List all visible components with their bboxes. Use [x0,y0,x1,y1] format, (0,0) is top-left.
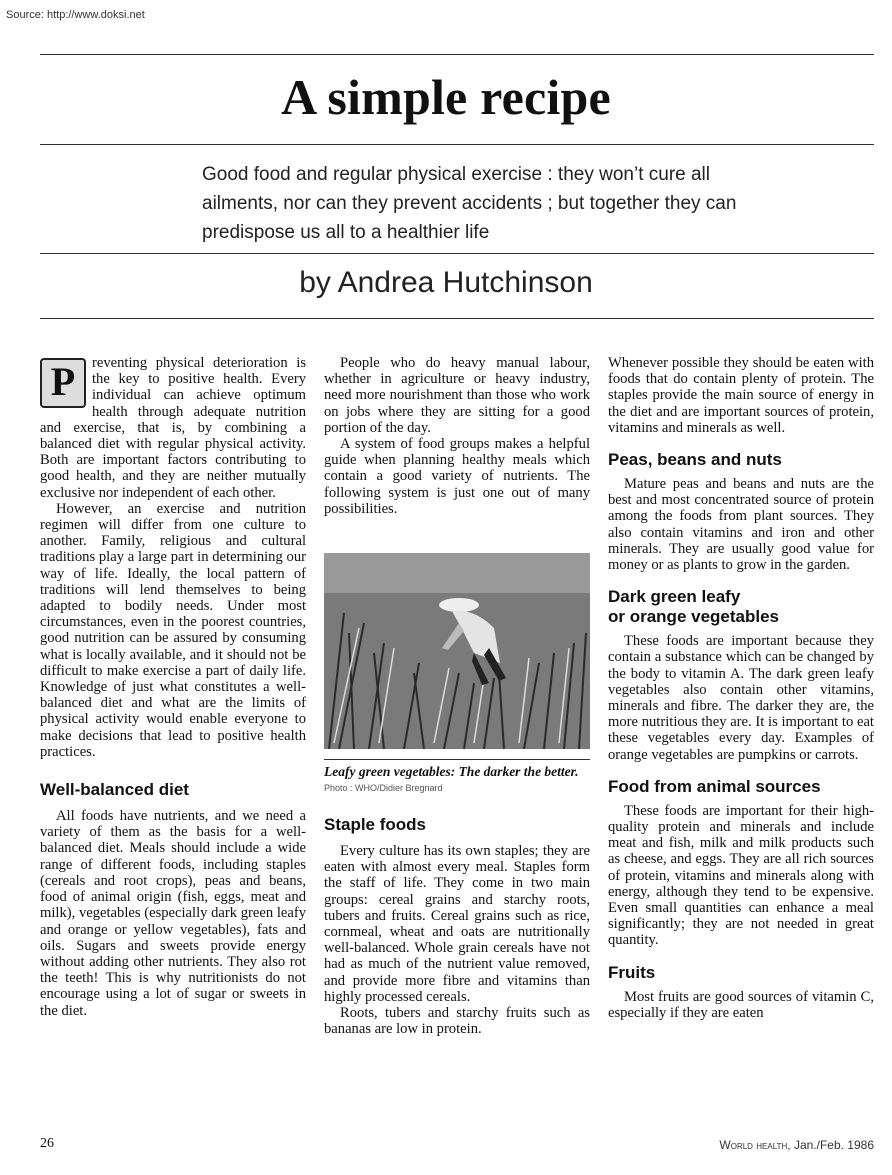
paragraph: People who do heavy manual labour, whether in agriculture or heavy industry, need more nourishment than those who work on jobs where they are sitting for a good portion of the day. [324,355,590,436]
intro-paragraph [40,355,306,501]
heading-well-balanced-diet: Well-balanced diet [40,780,189,800]
heading-fruits: Fruits [608,962,656,982]
paragraph: A system of food groups makes a helpful guide when planning healthy meals which contain a good variety of nutrients. The following system is just one out of many possibilities. [324,436,590,517]
heading-dark-green-leafy: Dark green leafy [608,587,741,607]
top-rule [40,54,874,55]
issue-date: Jan./Feb. 1986 [793,1138,874,1152]
paragraph: Roots, tubers and starchy fruits such as bananas are low in protein. [324,1005,590,1038]
column-2 [324,355,590,1037]
magazine-footer [719,1138,874,1152]
paragraph: All foods have nutrients, and we need a variety of them as the basis for a well-balanced diet. Meals should include a wide range of different foods, including staples (cereals and root crops), peas and beans, food of animal origin (fish, eggs, meat and milk), vegetables (especially dark green leafy and orange or yellow vegetables), fats and oils. Sugars and sweets provide energy without adding other nutrients. They also rot the teeth! This is why nutritionists do not encourage using a lot of sugar or sweets in the diet. [40,808,306,1019]
caption-rule [324,759,590,760]
photo-caption: Leafy green vegetables: The darker the better. [324,764,579,780]
article-subtitle: Good food and regular physical exercise : they won’t cure all ailments, nor can they prevent accidents ; but together they can predispose us all to a healthier life [202,164,737,243]
heading-staple-foods: Staple foods [324,815,427,835]
column-1 [40,355,306,1019]
drop-cap: P [40,358,86,408]
paragraph: Every culture has its own staples; they are eaten with almost every meal. Staples form the staff of life. They come in two main groups: cereal grains and starchy roots, tubers and fruits. Cereal grains such as rice, cornmeal, wheat and oats are nutritionally well-balanced. Whole grain cereals have not had as much of the nutrient value removed, and provide more fibre and vitamins than highly processed cereals. [324,843,590,1005]
paragraph: These foods are important because they contain a substance which can be changed by the body to vitamin A. The dark green leafy vegetables also contain other vitamins, minerals and fibre. The darker they are, the more nutritious they are. It is important to eat these vegetables every day. Examples of orange vegetables are pumpkins or carrots. [608,633,874,763]
byline-rule [40,318,874,319]
byline: by Andrea Hutchinson [299,266,593,299]
paragraph: However, an exercise and nutrition regimen will differ from one culture to another. Family, religious and cultural traditions play a large part in determining our way of life. Ideally, the local pattern of traditions will lend themselves to being adapted to bodily needs. Under most circumstances, even in the poorest countries, good nutrition can be assured by consuming what is locally available, and it should not be difficult to make exercise a part of daily life. Knowledge of just what constitutes a well-balanced diet and what are the limits of physical activity would enable everyone to make decisions that lead to positive health practices. [40,500,306,760]
paragraph: These foods are important for their high-quality protein and minerals and include meat and fish, milk and milk products such as cheese, and eggs. They are all rich sources of protein, vitamins and minerals along with energy, although they tend to be expensive. Even small quantities can enhance a meal significantly; they are not needed in great quantity. [608,802,874,949]
source-url: Source: http://www.doksi.net [6,9,145,21]
intro-text: reventing physical deterioration is the key to positive health. Every individual can achieve optimum health through adequate nutrition and exercise, that is, by combining a balanced diet with regular physical activity. Both are important factors contributing to good health, and they are neither mutually exclusive nor independent of each other. [40,355,306,501]
magazine-name: World health, [719,1138,791,1152]
paragraph: Whenever possible they should be eaten with foods that do contain plenty of protein. The staples provide the main source of energy in the diet and are important sources of protein, vitamins and minerals as well. [608,355,874,436]
title-rule [40,144,874,145]
heading-animal-sources: Food from animal sources [608,776,821,796]
photo-credit: Photo : WHO/Didier Bregnard [324,783,443,794]
heading-peas-beans-nuts: Peas, beans and nuts [608,450,782,470]
article-title: A simple recipe [281,69,611,125]
subtitle-rule [40,253,874,254]
heading-orange-vegetables: or orange vegetables [608,607,780,627]
column-3 [608,355,874,1021]
paragraph: Mature peas and beans and nuts are the best and most concentrated source of protein among the foods from plant sources. They also contain vitamins and iron and other minerals. They are usually good value for money or as plants to grow in the garden. [608,476,874,574]
garden-photo-illustration [324,553,590,749]
paragraph: Most fruits are good sources of vitamin C, especially if they are eaten [608,988,874,1021]
page-number: 26 [40,1136,54,1151]
photo-vegetable-garden [324,553,590,749]
